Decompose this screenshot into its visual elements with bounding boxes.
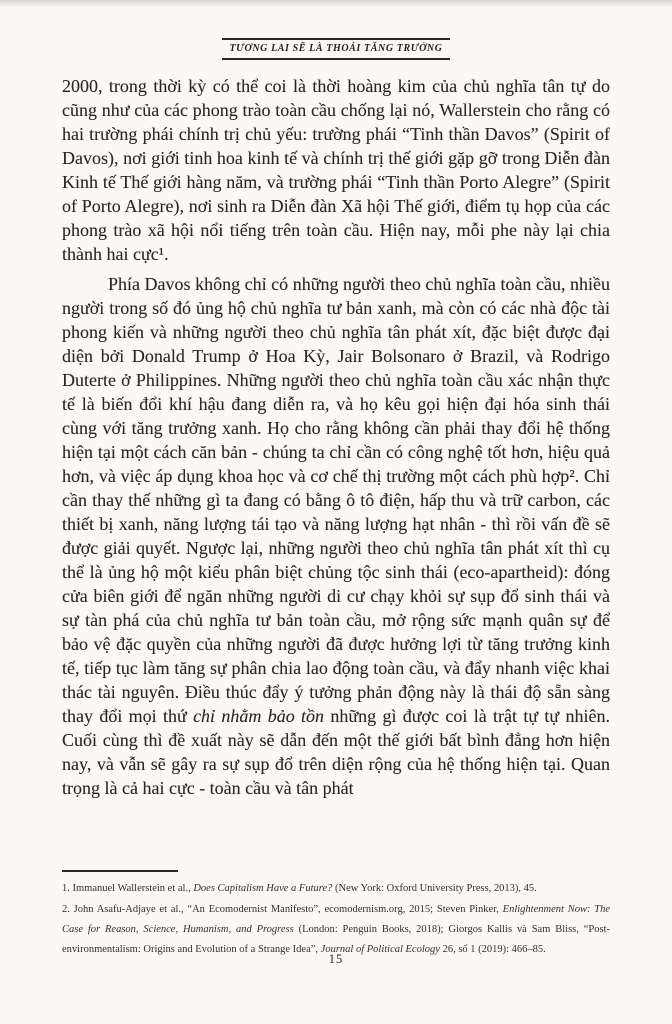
footnote-divider — [62, 870, 178, 872]
running-header — [0, 38, 672, 60]
paragraph-1: 2000, trong thời kỳ có thể coi là thời hoàng kim của chủ nghĩa tân tự do cũng như của các phong trào toàn cầu chống lại nó, Wallerstein cho rằng có hai trường phái chính trị chủ yếu: trường phái “Tinh thần Davos” (Spirit of Davos), nơi giới tinh hoa kinh tế và chính trị thế giới gặp gỡ trong Diễn đàn Kinh tế Thế giới hàng năm, và trường phái “Tinh thần Porto Alegre” (Spirit of Porto Alegre), nơi sinh ra Diễn đàn Xã hội Thế giới, điểm tụ họp của các phong trào xã hội nổi tiếng trên toàn cầu. Hiện nay, mỗi phe này lại chia thành hai cực¹. — [62, 76, 610, 264]
body-text — [62, 74, 610, 872]
running-header-title: TƯƠNG LAI SẼ LÀ THOÁI TĂNG TRƯỞNG — [222, 38, 449, 60]
footnote-2: 2. John Asafu-Adjaye et al., “An Ecomodernist Manifesto”, ecomodernism.org, 2015; Steven Pinker, Enlightenment Now: The Case for Reason, Science, Humanism, and Progress (London: Penguin Books, 2018); Giorgos Kallis và Sam Bliss, “Post-environmentalism: Origins and Evolution of a Strange Idea”, Journal of Political Ecology 26, số 1 (2019): 466–85. — [62, 904, 610, 955]
footnote-section — [62, 870, 610, 961]
scan-edge-shadow — [0, 0, 672, 8]
paragraph-2: Phía Davos không chỉ có những người theo chủ nghĩa toàn cầu, nhiều người trong số đó ủng hộ chủ nghĩa tư bản xanh, mà còn có các nhà độc tài phong kiến và những người theo chủ nghĩa tân phát xít, đặc biệt được đại diện bởi Donald Trump ở Hoa Kỳ, Jair Bolsonaro ở Brazil, và Rodrigo Duterte ở Philippines. Những người theo chủ nghĩa toàn cầu xác nhận thực tế là biến đổi khí hậu đang diễn ra, và họ kêu gọi hiện đại hóa sinh thái cùng với tăng trưởng xanh. Họ cho rằng không cần phải thay đổi hệ thống hiện tại một cách căn bản - chúng ta chỉ cần có công nghệ tốt hơn, hiệu quả hơn, và việc áp dụng khoa học và cơ chế thị trường một cách phù hợp². Chỉ cần thay thế những gì ta đang có bằng ô tô điện, hấp thu và trữ carbon, các thiết bị xanh, năng lượng tái tạo và năng lượng hạt nhân - thì rồi vấn đề sẽ được giải quyết. Ngược lại, những người theo chủ nghĩa tân phát xít thì cụ thể là ủng hộ một kiểu phân biệt chủng tộc sinh thái (eco-apartheid): đóng cửa biên giới để ngăn những người di cư chạy khỏi sự sụp đổ sinh thái và sự tàn phá của chủ nghĩa tư bản toàn cầu, mở rộng sức mạnh quân sự để bảo vệ đặc quyền của những người đã được hưởng lợi từ tăng trưởng kinh tế, tiếp tục làm tăng sự phân chia lao động toàn cầu, và đẩy nhanh việc khai thác tài nguyên. Điều thúc đẩy ý tưởng phản động này là thái độ sẵn sàng thay đổi mọi thứ chỉ nhằm bảo tồn những gì được coi là trật tự tự nhiên. Cuối cùng thì đề xuất này sẽ dẫn đến một thế giới bất bình đẳng hơn hiện nay, và vẫn sẽ gây ra sự sụp đổ trên diện rộng của hệ thống hiện tại. Quan trọng là cả hai cực - toàn cầu và tân phát — [62, 274, 610, 798]
footnote-1: 1. Immanuel Wallerstein et al., Does Capitalism Have a Future? (New York: Oxford University Press, 2013), 45. — [62, 883, 537, 894]
page-number: 15 — [328, 952, 344, 966]
